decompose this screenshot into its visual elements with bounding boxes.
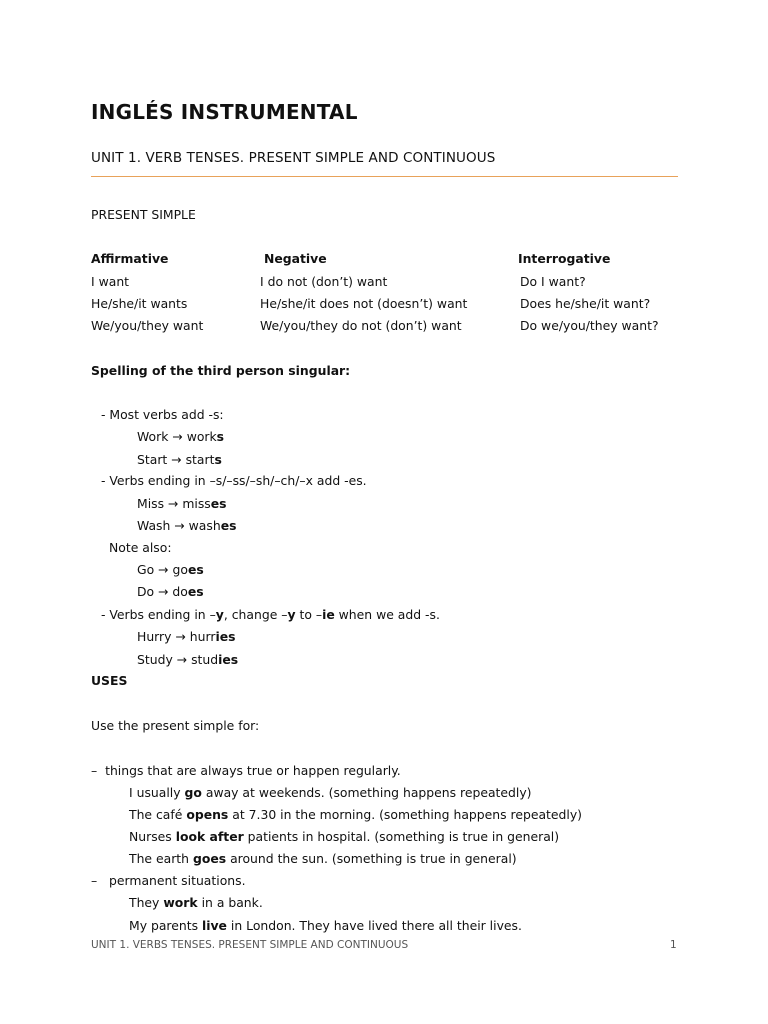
arrow-icon: →: [158, 562, 169, 577]
uses-bullet: – things that are always true or happen regularly.: [91, 763, 401, 778]
uses-example: The café opens at 7.30 in the morning. (something happens repeatedly): [129, 807, 582, 822]
table-cell: I do not (don’t) want: [260, 274, 388, 289]
uses-bullet: – permanent situations.: [91, 873, 246, 888]
unit-heading: UNIT 1. VERB TENSES. PRESENT SIMPLE AND CONTINUOUS: [91, 150, 496, 166]
arrow-icon: →: [174, 518, 185, 533]
section-heading: PRESENT SIMPLE: [91, 207, 196, 222]
spelling-example: Study → studies: [137, 652, 239, 667]
table-cell: Does he/she/it want?: [520, 296, 651, 311]
arrow-icon: →: [172, 429, 183, 444]
uses-intro: Use the present simple for:: [91, 718, 260, 733]
uses-example: I usually go away at weekends. (something happens repeatedly): [129, 785, 532, 800]
table-cell: I want: [91, 274, 130, 289]
spelling-example: Start → starts: [137, 452, 222, 467]
table-header-interrogative: Interrogative: [518, 251, 611, 266]
arrow-icon: →: [175, 629, 186, 644]
table-cell: He/she/it wants: [91, 296, 188, 311]
heading-divider: [91, 176, 678, 177]
page-footer: UNIT 1. VERBS TENSES. PRESENT SIMPLE AND CONTINUOUS: [91, 939, 409, 951]
table-cell: We/you/they want: [91, 318, 204, 333]
uses-example: The earth goes around the sun. (something is true in general): [129, 851, 517, 866]
table-header-affirmative: Affirmative: [91, 251, 169, 266]
arrow-icon: →: [168, 496, 179, 511]
document-title: INGLÉS INSTRUMENTAL: [91, 100, 358, 124]
uses-example: My parents live in London. They have lived there all their lives.: [129, 918, 522, 933]
page-number: 1: [670, 939, 677, 951]
spelling-example: Hurry → hurries: [137, 629, 236, 644]
spelling-example: Go → goes: [137, 562, 204, 577]
spelling-example: Miss → misses: [137, 496, 227, 511]
spelling-example: Wash → washes: [137, 518, 237, 533]
arrow-icon: →: [176, 652, 188, 667]
table-header-negative: Negative: [264, 251, 327, 266]
spelling-example: Do → does: [137, 584, 204, 599]
arrow-icon: →: [158, 584, 169, 599]
uses-example: They work in a bank.: [129, 895, 263, 910]
table-cell: We/you/they do not (don’t) want: [260, 318, 462, 333]
table-cell: Do I want?: [520, 274, 586, 289]
spelling-heading: Spelling of the third person singular:: [91, 363, 351, 378]
spelling-rule: - Most verbs add -s:: [101, 407, 224, 422]
spelling-rule: - Verbs ending in –s/–ss/–sh/–ch/–x add -es.: [101, 473, 367, 488]
table-cell: He/she/it does not (doesn’t) want: [260, 296, 468, 311]
spelling-note: Note also:: [109, 540, 172, 555]
table-cell: Do we/you/they want?: [520, 318, 659, 333]
spelling-example: Work → works: [137, 429, 225, 444]
spelling-rule: - Verbs ending in –y, change –y to –ie when we add -s.: [101, 607, 440, 622]
uses-heading: USES: [91, 673, 128, 688]
arrow-icon: →: [171, 452, 182, 467]
uses-example: Nurses look after patients in hospital. (something is true in general): [129, 829, 560, 844]
